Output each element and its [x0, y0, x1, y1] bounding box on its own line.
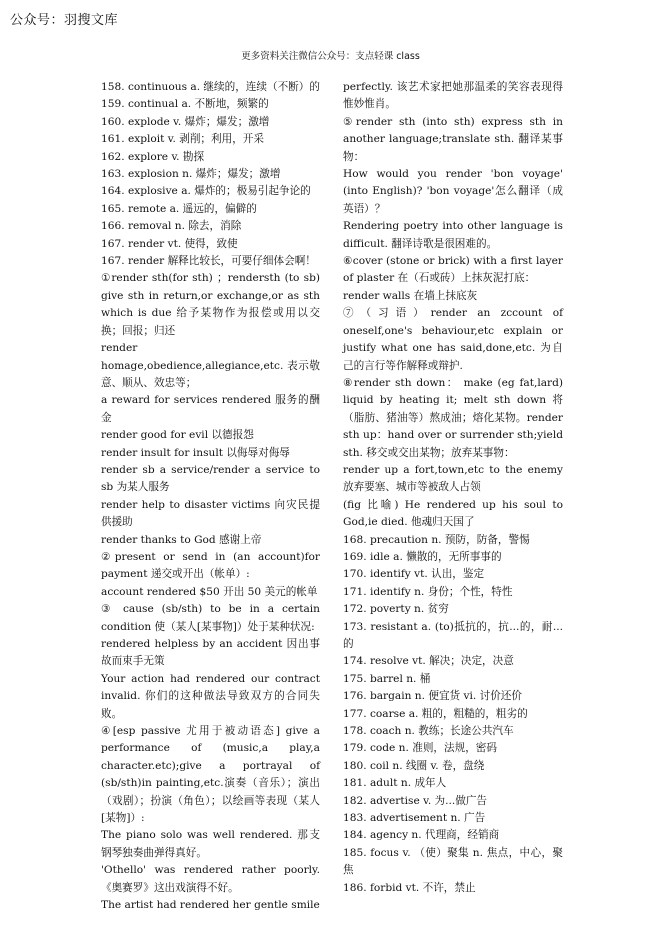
text-line: ⑤render sth (into sth) express sth in another language;translate sth. 翻译某事物： — [343, 115, 563, 163]
text-line: 169. idle a. 懒散的，无所事事的 — [343, 550, 502, 563]
text-line: ②present or send in (an account)for payment 递交或开出（帐单）: — [101, 550, 320, 581]
text-line: render help to disaster victims 向灾民提供援助 — [101, 498, 320, 529]
text-line: 161. exploit v. 剥削；利用，开采 — [101, 133, 264, 146]
text-line: render sb a service/render a service to sb 为某人服务 — [101, 463, 320, 494]
text-line: ①render sth(for sth) ；rendersth (to sb) give sth in return,or exchange,or as sth which is due 给予某物作为报偿或用以交换；回报；归还 — [101, 272, 320, 337]
text-line: 176. bargain n. 便宜货 vi. 讨价还价 — [343, 690, 522, 703]
text-line: 158. continuous a. 继续的，连续（不断）的 — [101, 81, 320, 93]
text-line: ⑦（习语）render an zccount of oneself,one's behaviour,etc explain or justify what one has said,done,etc. 为自己的言行等作解释或辩护. — [343, 307, 563, 372]
text-line: 171. identify n. 身份；个性，特性 — [343, 585, 513, 598]
text-line: (fig 比喻) He rendered up his soul to God,ie died. 他魂归天国了 — [343, 498, 563, 529]
text-line: 167. render vt. 使得，致使 — [101, 237, 238, 250]
text-line: 181. adult n. 成年人 — [343, 777, 447, 790]
text-line: ⑥cover (stone or brick) with a first layer of plaster 在（石或砖）上抹灰泥打底： — [343, 255, 563, 285]
text-line: render up a fort,town,etc to the enemy 放弃要塞、城市等被敌人占领 — [343, 463, 563, 494]
text-line: perfectly. 该艺术家把她那温柔的笑容表现得惟妙惟肖。 — [343, 81, 563, 111]
text-line: 162. explore v. 勘探 — [101, 150, 205, 163]
text-line: 163. explosion n. 爆炸；爆发；激增 — [101, 168, 281, 181]
text-line: 172. poverty n. 贫穷 — [343, 603, 449, 616]
text-line: 180. coil n. 线圈 v. 卷，盘绕 — [343, 759, 485, 772]
right-column — [343, 79, 563, 897]
text-line: 168. precaution n. 预防，防备，警惕 — [343, 533, 530, 546]
text-line: render good for evil 以德报怨 — [101, 429, 254, 442]
text-line: 186. forbid vt. 不许，禁止 — [343, 881, 476, 894]
text-line: render walls 在墙上抹底灰 — [343, 289, 478, 302]
text-line: 'Othello' was rendered rather poorly. 《奥赛罗》这出戏演得不好。 — [101, 864, 320, 894]
text-line: The piano solo was well rendered. 那支钢琴独奏曲弹得真好。 — [101, 829, 320, 859]
text-line: 165. remote a. 遥远的，偏僻的 — [101, 202, 257, 215]
page-header: 更多资料关注微信公众号：支点轻课 class — [241, 51, 420, 62]
watermark-text: 公众号：羽搜文库 — [10, 13, 119, 28]
text-line: 174. resolve vt. 解决；决定，决意 — [343, 655, 514, 668]
text-line: ④[esp passive 尤用于被动语态] give a performance of (music,a play,a character.etc);give a portrayal of (sb/sth)in painting,etc.演奏（音乐）；演出（戏剧）；扮演（角色）；以绘画等表现（某人[某物]）: — [101, 725, 320, 825]
text-line: Rendering poetry into other language is difficult. 翻译诗歌是很困难的。 — [343, 220, 563, 250]
text-line: 179. code n. 准则，法规，密码 — [343, 742, 497, 755]
text-line: ⑧render sth down： make (eg fat,lard) liquid by heating it; melt sth down 将（脂肪、猪油等）熬成油；熔化某物。render sth up：hand over or surrender sth;yield sth. 移交或交出某物；放弃某事物： — [343, 376, 563, 459]
text-line: ③ cause (sb/sth) to be in a certain condition 使（某人[某事物]）处于某种状况: — [101, 603, 320, 633]
text-line: How would you render 'bon voyage' (into English)? 'bon voyage'怎么翻译（成英语）？ — [343, 168, 563, 215]
text-line: account rendered $50 开出 50 美元的帐单 — [101, 585, 318, 598]
text-line: a reward for services rendered 服务的酬金 — [101, 394, 320, 424]
text-line: 182. advertise v. 为...做广告 — [343, 794, 488, 807]
text-line: 166. removal n. 除去，消除 — [101, 220, 242, 233]
text-line: Your action had rendered our contract invalid. 你们的这种做法导致双方的合同失败。 — [101, 672, 320, 720]
text-line: rendered helpless by an accident 因出事故而束手无策 — [101, 638, 320, 668]
text-line: 185. focus v. （使）聚集 n. 焦点，中心，聚焦 — [343, 846, 563, 877]
text-line: 177. coarse a. 粗的，粗糙的，粗劣的 — [343, 707, 528, 720]
text-line: 159. continual a. 不断地，频繁的 — [101, 98, 269, 111]
text-line: 164. explosive a. 爆炸的；极易引起争论的 — [101, 185, 311, 198]
text-line: 173. resistant a. (to)抵抗的，抗...的，耐...的 — [343, 620, 563, 650]
text-line: The artist had rendered her gentle smile — [101, 899, 320, 912]
text-line: 167. render 解释比较长，可要仔细体会啊！ — [101, 255, 316, 268]
text-line: 183. advertisement n. 广告 — [343, 812, 486, 825]
text-line: render thanks to God 感谢上帝 — [101, 533, 262, 546]
text-line: render homage,obedience,allegiance,etc. 表示敬意、顺从、效忠等； — [101, 342, 320, 389]
text-line: render insult for insult 以侮辱对侮辱 — [101, 446, 290, 459]
left-column — [101, 79, 320, 915]
text-line: 184. agency n. 代理商，经销商 — [343, 829, 500, 842]
text-line: 178. coach n. 教练；长途公共汽车 — [343, 725, 514, 738]
text-line: 175. barrel n. 桶 — [343, 672, 431, 685]
text-line: 170. identify vt. 认出，鉴定 — [343, 568, 485, 581]
text-line: 160. explode v. 爆炸；爆发；激增 — [101, 115, 270, 128]
